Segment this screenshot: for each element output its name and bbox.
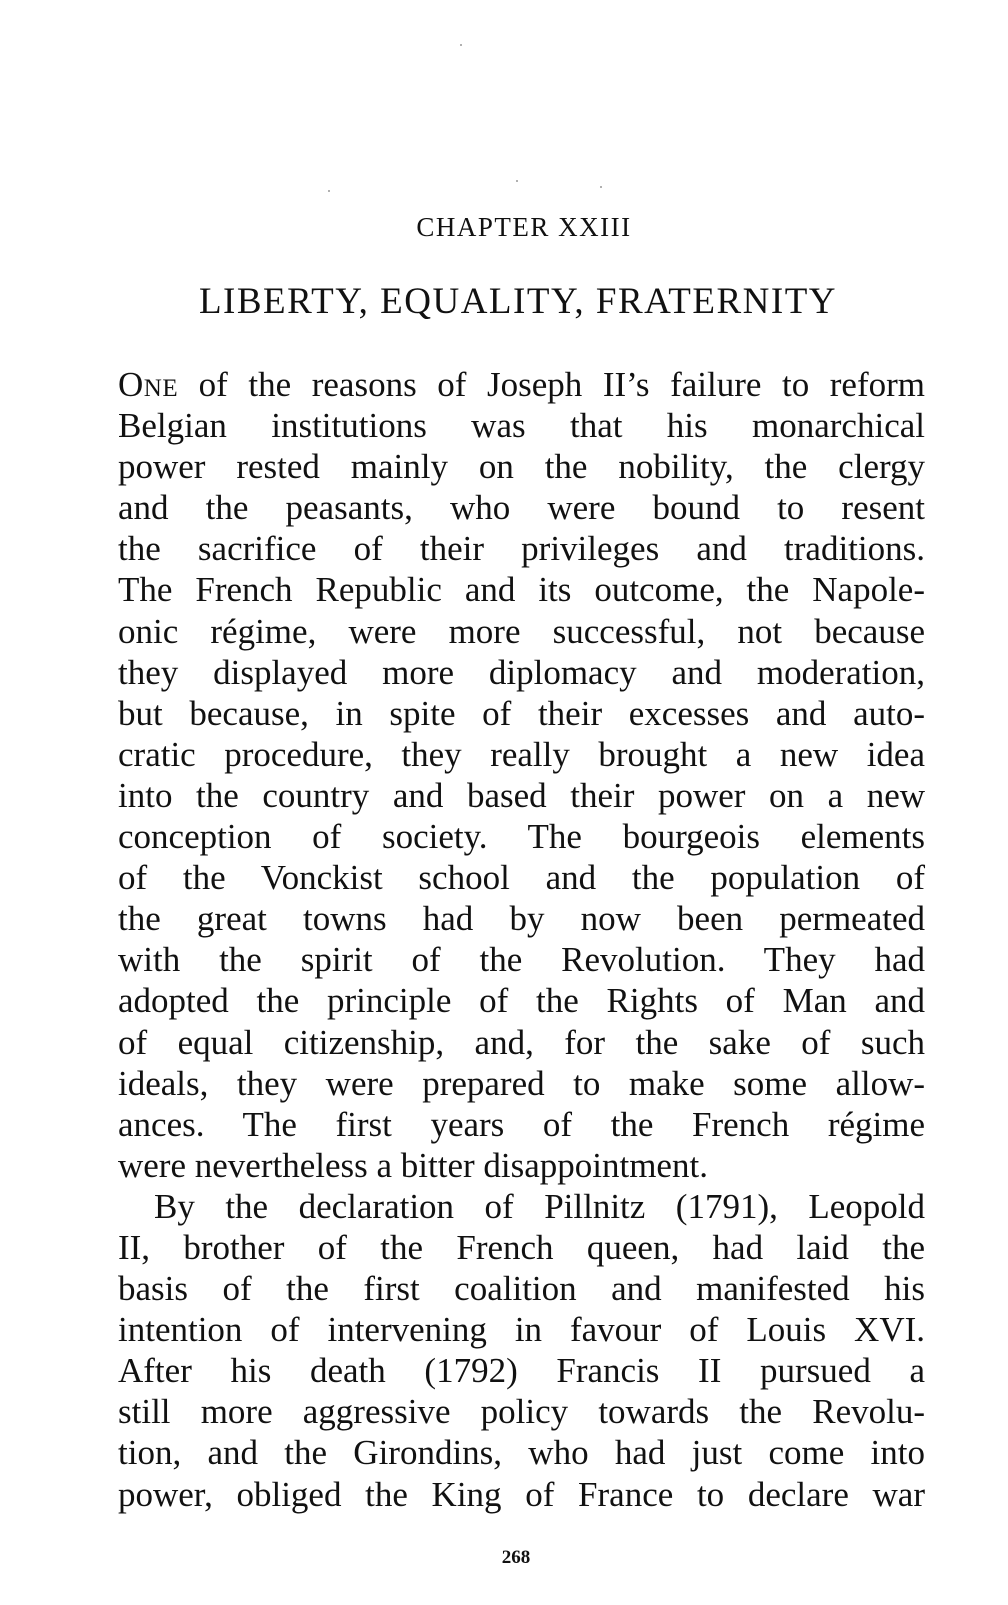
text-line: the great towns had by now been permeated — [118, 899, 925, 939]
text-line: basis of the first coalition and manifested his — [118, 1269, 925, 1309]
paragraph-2 — [118, 1186, 925, 1515]
text-line: ances. The first years of the French régime — [118, 1104, 925, 1144]
text-line: were nevertheless a bitter disappointment. — [118, 1145, 708, 1185]
text-line: After his death (1792) Francis II pursued a — [118, 1351, 925, 1391]
text-line: with the spirit of the Revolution. They had — [118, 940, 925, 980]
text-line: power rested mainly on the nobility, the clergy — [118, 447, 925, 487]
page-number: 268 — [501, 1547, 531, 1568]
text-line: Belgian institutions was that his monarchical — [118, 406, 925, 446]
text-line: still more aggressive policy towards the Revolu- — [118, 1392, 925, 1432]
text-line: into the country and based their power on a new — [118, 775, 925, 815]
text-line: but because, in spite of their excesses and auto- — [118, 693, 925, 733]
chapter-number: CHAPTER XXIII — [416, 212, 632, 242]
text-line: II, brother of the French queen, had laid the — [118, 1227, 925, 1267]
scan-speck — [600, 186, 602, 188]
text-line: of equal citizenship, and, for the sake of such — [118, 1022, 925, 1062]
text-line: of the Vonckist school and the population of — [118, 858, 925, 898]
text-line: and the peasants, who were bound to resent — [118, 488, 925, 528]
paragraph-1 — [118, 364, 925, 1186]
text-line: One of the reasons of Joseph II’s failure to reform — [118, 365, 925, 404]
chapter-title: LIBERTY, EQUALITY, FRATERNITY — [198, 281, 838, 322]
text-line: conception of society. The bourgeois elements — [118, 817, 925, 857]
text-line: The French Republic and its outcome, the Napole- — [118, 570, 925, 610]
body-text — [118, 364, 925, 1515]
text-line: they displayed more diplomacy and moderation, — [118, 652, 925, 692]
scan-speck — [516, 180, 518, 182]
scan-speck — [460, 44, 462, 46]
text-line: cratic procedure, they really brought a new idea — [118, 734, 925, 774]
text-line: ideals, they were prepared to make some allow- — [118, 1063, 925, 1103]
text-line: the sacrifice of their privileges and traditions. — [118, 529, 925, 569]
text-line: onic régime, were more successful, not because — [118, 611, 925, 651]
text-line: power, obliged the King of France to declare war — [118, 1474, 925, 1514]
text-line: By the declaration of Pillnitz (1791), Leopold — [154, 1186, 925, 1226]
scan-speck — [328, 190, 330, 192]
text-line: tion, and the Girondins, who had just come into — [118, 1433, 925, 1473]
text-line: adopted the principle of the Rights of Man and — [118, 981, 925, 1021]
opening-word: One — [118, 365, 179, 404]
text-line: intention of intervening in favour of Louis XVI. — [118, 1310, 925, 1350]
